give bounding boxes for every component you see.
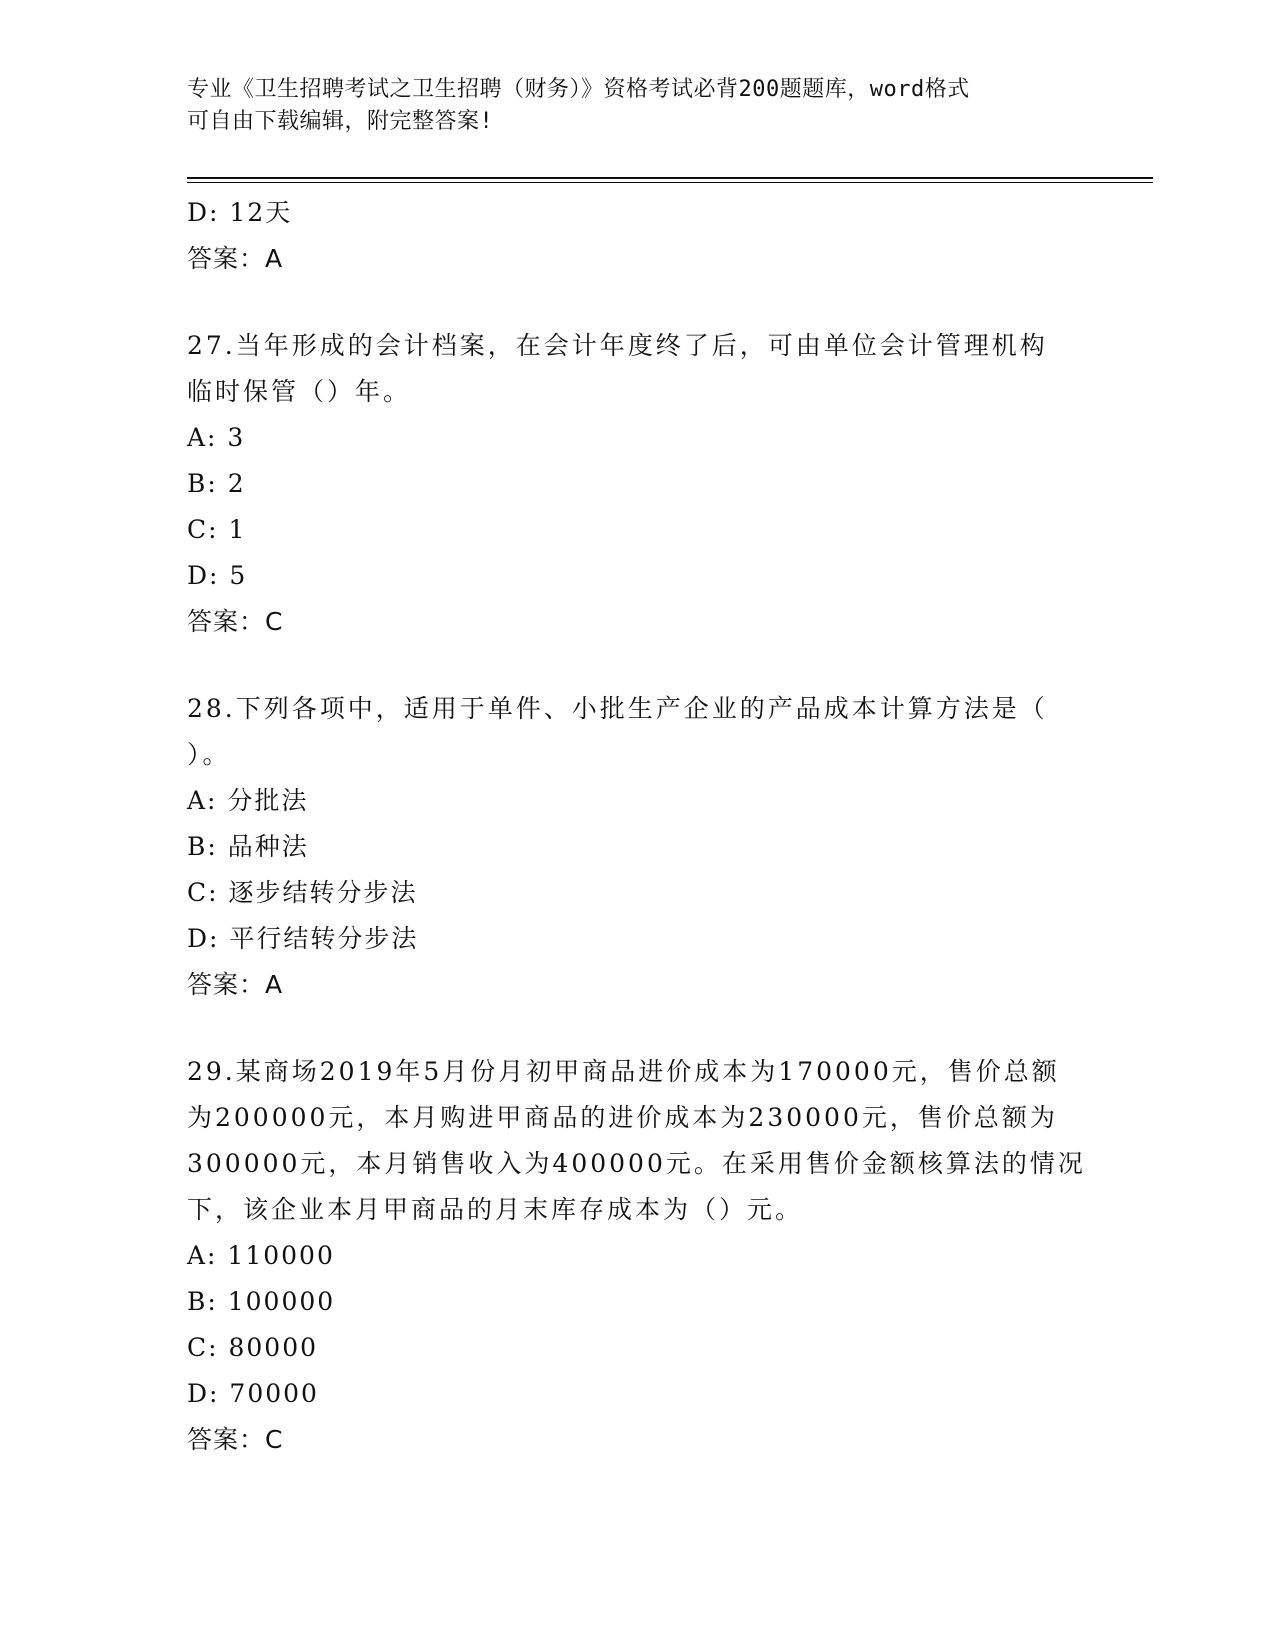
question-line: 29.某商场2019年5月份月初甲商品进价成本为170000元，售价总额	[187, 1057, 1060, 1086]
header-line-2: 可自由下载编辑，附完整答案!	[187, 109, 494, 134]
question-text	[187, 1049, 1087, 1233]
header-divider-thin	[187, 182, 1153, 183]
option-b: B: 品种法	[187, 832, 309, 861]
question-line: 下，该企业本月甲商品的月末库存成本为（）元。	[187, 1195, 804, 1224]
option-a: A: 110000	[187, 1241, 335, 1270]
header-line-1: 专业《卫生招聘考试之卫生招聘（财务）》资格考试必背200题题库，word格式	[187, 77, 970, 102]
answer: 答案：A	[187, 970, 284, 999]
question-text	[187, 323, 1087, 415]
question-27	[187, 323, 1087, 645]
option-b: B: 2	[187, 469, 246, 498]
option-a: A: 3	[187, 423, 246, 452]
option-c: C: 80000	[187, 1333, 319, 1362]
question-line: 300000元，本月销售收入为400000元。在采用售价金额核算法的情况	[187, 1149, 1086, 1178]
question-list	[187, 190, 1087, 1463]
question-28	[187, 686, 1087, 1008]
option-d: D: 平行结转分步法	[187, 924, 419, 953]
question-line: 为200000元，本月购进甲商品的进价成本为230000元，售价总额为	[187, 1103, 1058, 1132]
question-text	[187, 686, 1087, 778]
option-d: D: 5	[187, 561, 248, 590]
answer: 答案：C	[187, 607, 284, 636]
header-divider-thick	[187, 177, 1153, 179]
question-line: 28.下列各项中，适用于单件、小批生产企业的产品成本计算方法是（	[187, 694, 1048, 723]
option-a: A: 分批法	[187, 786, 309, 815]
option-d: D: 70000	[187, 1379, 319, 1408]
previous-option-d: D: 12天	[187, 198, 293, 227]
question-line: 临时保管（）年。	[187, 377, 412, 406]
question-29	[187, 1049, 1087, 1463]
answer: 答案：C	[187, 1425, 284, 1454]
option-c: C: 1	[187, 515, 247, 544]
option-c: C: 逐步结转分步法	[187, 878, 418, 907]
question-line: 27.当年形成的会计档案，在会计年度终了后，可由单位会计管理机构	[187, 331, 1048, 360]
document-header	[187, 74, 1067, 138]
option-b: B: 100000	[187, 1287, 336, 1316]
question-line: ）。	[187, 740, 231, 769]
previous-answer: 答案：A	[187, 244, 284, 273]
